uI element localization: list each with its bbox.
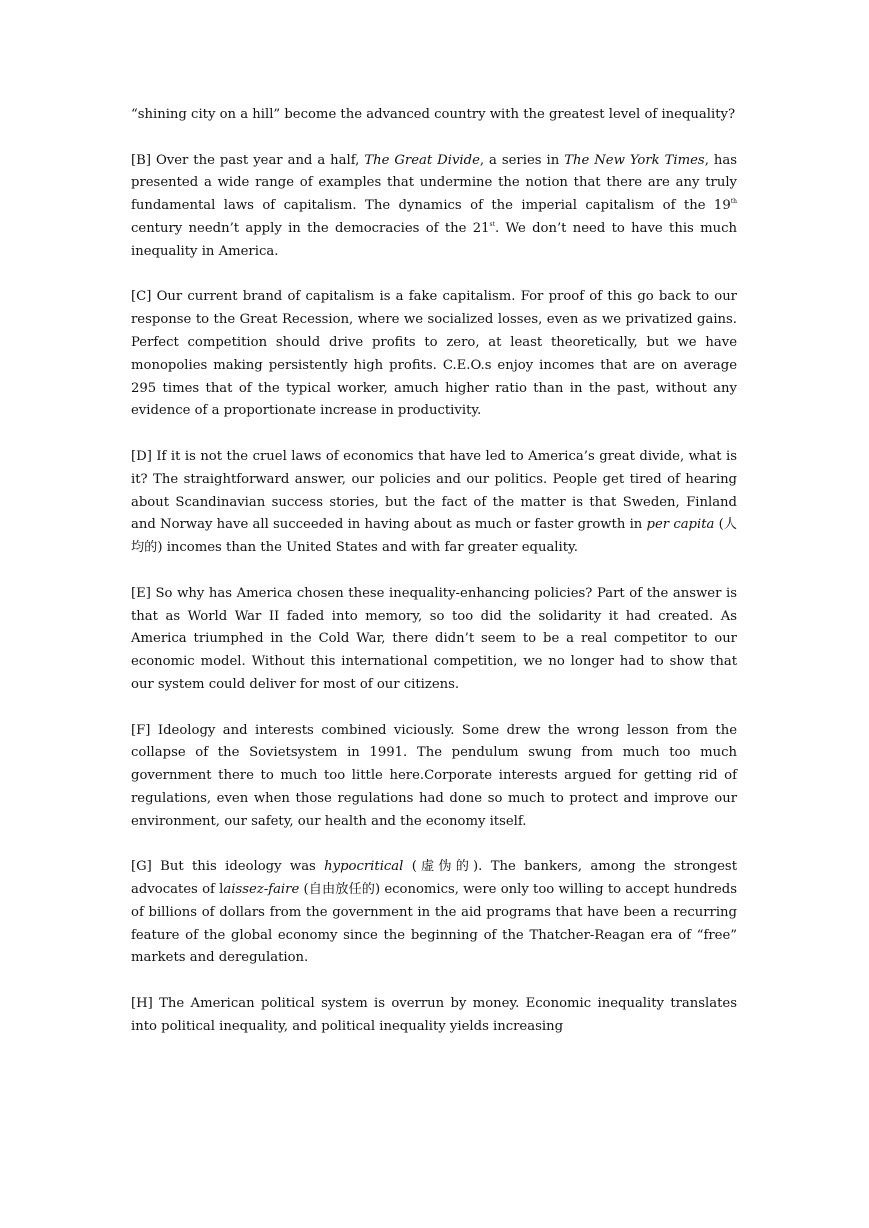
text-run: [D] If it is not the cruel laws of economics that have led to America’s great divide, what is it? The straightforward answer, our policies and our politics. People get tired of hearing about Scandinavian success stories, but the fact of the matter is that Sweden, Finland and Norway have all succeeded in having about as much or faster growth in: [131, 448, 737, 533]
text-run: , a series in: [479, 152, 565, 168]
paragraph-h: [131, 993, 737, 1039]
text-run: [B] Over the past year and a half,: [131, 152, 365, 168]
paragraph-b: [131, 150, 737, 264]
italic-per-capita: per capita: [646, 517, 715, 533]
paragraph-c: [131, 286, 737, 423]
text-run: [C] Our current brand of capitalism is a fake capitalism. For proof of this go back to our response to the Great Recession, where we socialized losses, even as we privatized gains. Perfect competition should drive profits to zero, at least theoretically, but we have monopolies making persistently high profits. C.E.O.s enjoy incomes that are on average 295 times that of the typical worker, amuch higher ratio than in the past, without any evidence of a proportionate increase in productivity.: [131, 289, 737, 419]
italic-hypocritical: hypocritical: [324, 859, 404, 875]
article-body: [131, 104, 737, 1061]
italic-laissez-faire: aissez-faire: [223, 882, 300, 898]
text-run: [E] So why has America chosen these inequality-enhancing policies? Part of the answer is that as World War II faded into memory, so too did the solidarity it had created. As America triumphed in the Cold War, there didn’t seem to be a real competitor to our economic model. Without this international competition, we no longer had to show that our system could deliver for most of our citizens.: [131, 585, 737, 692]
paragraph-g: [131, 856, 737, 970]
text-run: . We don’t need to have this much inequality in America.: [131, 220, 737, 259]
text-run: (自由放任的) economics, were only too willing to accept hundreds of billions of dollars from the government in the aid programs that have been a recurring feature of the global economy since the beginning of the Thatcher-Reagan era of “free” markets and deregulation.: [131, 882, 737, 966]
paragraph-e: [131, 583, 737, 697]
text-run: [H] The American political system is overrun by money. Economic inequality translates into political inequality, and political inequality yields increasing: [131, 996, 737, 1034]
text-run: (人均的) incomes than the United States and with far greater equality.: [131, 517, 737, 556]
italic-title-nyt: The New York Times: [564, 152, 705, 168]
text-run: [G] But this ideology was: [131, 859, 325, 875]
paragraph-intro-continuation: [131, 104, 737, 127]
superscript-st: st: [489, 220, 495, 228]
text-run: (虚伪的). The bankers, among the strongest advocates of l: [131, 859, 737, 898]
paragraph-d: [131, 446, 737, 560]
text-run: century needn’t apply in the democracies of the 21: [131, 220, 490, 236]
text-run: , has presented a wide range of examples that undermine the notion that there are any truly fundamental laws of capitalism. The dynamics of the imperial capitalism of the 19: [131, 152, 737, 214]
text-run: [F] Ideology and interests combined viciously. Some drew the wrong lesson from the collapse of the Sovietsystem in 1991. The pendulum swung from much too much government there to much too little here.Corporate interests argued for getting rid of regulations, even when those regulations had done so much to protect and improve our environment, our safety, our health and the economy itself.: [131, 722, 737, 829]
italic-title-great-divide: The Great Divide: [364, 152, 480, 168]
paragraph-f: [131, 720, 737, 834]
text-run: “shining city on a hill” become the advanced country with the greatest level of inequality?: [131, 107, 736, 122]
superscript-th: th: [730, 198, 737, 206]
